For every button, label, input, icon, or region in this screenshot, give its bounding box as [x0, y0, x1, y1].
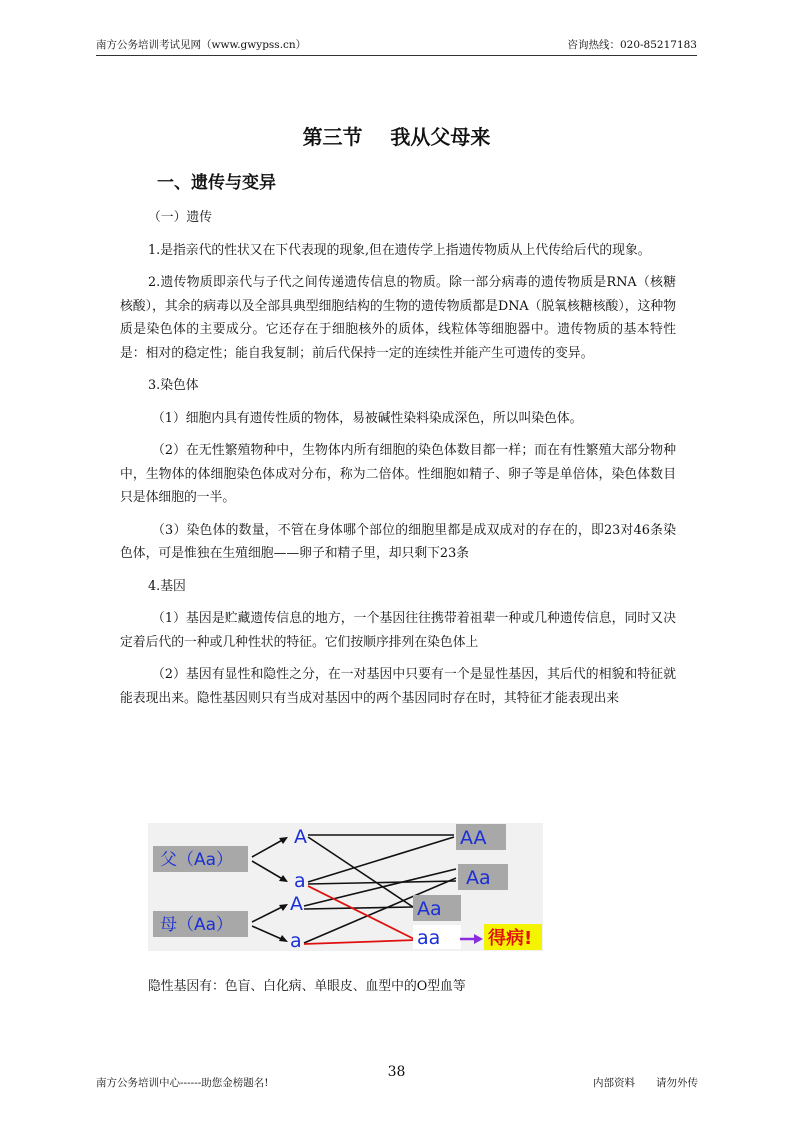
mother-allele-recessive: a: [290, 930, 302, 951]
recessive-gene-note: 隐性基因有：色盲、白化病、单眼皮、血型中的O型血等: [148, 979, 466, 994]
offspring-AA: AA: [460, 827, 487, 849]
father-arrow-lower: [252, 861, 286, 881]
page-number: 38: [387, 1064, 406, 1080]
result-arrowhead: [474, 934, 483, 944]
header-divider: [96, 55, 697, 56]
arrowhead: [279, 935, 288, 942]
paragraph: （1）细胞内具有遗传性质的物体，易被碱性染料染成深色，所以叫染色体。: [152, 410, 583, 426]
footer-slogan: 南方公务培训中心------助您金榜题名!: [96, 1077, 269, 1089]
offspring-Aa-2: Aa: [417, 898, 442, 920]
father-label: 父（Aa）: [160, 850, 234, 870]
body-text: [120, 206, 676, 719]
result-label: 得病!: [488, 928, 533, 949]
paragraph: （2）基因有显性和隐性之分，在一对基因中只要有一个是显性基因，其后代的相貌和特征就能表现出来。隐性基因则只有当成对基因中的两个基因同时存在时，其特征才能表现出来: [120, 667, 676, 706]
cross-line: [304, 907, 413, 909]
paragraph: （3）染色体的数量，不管在身体哪个部位的细胞里都是成双成对的存在的，即23对46条染色体，可是惟独在生殖细胞——卵子和精子里，却只剩下23条: [120, 522, 676, 561]
paragraph: （一）遗传: [148, 210, 212, 225]
paragraph: 3.染色体: [148, 378, 199, 393]
offspring-aa: aa: [417, 927, 441, 949]
father-allele-recessive: a: [294, 870, 306, 892]
cross-line: [308, 837, 413, 907]
header-site-name: 南方公务培训考试见网（www.gwypss.cn）: [96, 39, 307, 51]
recessive-cross-line: [308, 886, 416, 940]
page-title: 第三节 我从父母来: [302, 125, 491, 149]
paragraph: （2）在无性繁殖物种中，生物体内所有细胞的染色体数目都一样；而在有性繁殖大部分物种中，生物体的体细胞染色体成对分布，称为二倍体。性细胞如精子、卵子等是单倍体，染色体数目只是体细胞的一半。: [120, 443, 676, 505]
recessive-cross-line: [304, 940, 416, 944]
header-hotline: 咨询热线：020-85217183: [567, 39, 697, 51]
section-heading: 一、遗传与变异: [157, 173, 276, 193]
inheritance-diagram-svg: [148, 823, 543, 951]
paragraph: 4.基因: [148, 578, 186, 594]
paragraph: （1）基因是贮藏遗传信息的地方，一个基因往往携带着祖辈一种或几种遗传信息，同时又决定着后代的一种或几种性状的特征。它们按顺序排列在染色体上: [120, 611, 676, 650]
offspring-Aa-1: Aa: [466, 867, 491, 889]
cross-line: [308, 881, 456, 884]
paragraph: 2.遗传物质即亲代与子代之间传递遗传信息的物质。除一部分病毒的遗传物质是RNA（核糖核酸），其余的病毒以及全部具典型细胞结构的生物的遗传物质都是DNA（脱氧核糖核酸），这种物质是染色体的主要成分。它还存在于细胞核外的质体，线粒体等细胞器中。遗传物质的基本特性是：相对的稳定性；能自我复制；前后代保持一定的连续性并能产生可遗传的变异。: [120, 275, 676, 361]
mother-allele-dominant: A: [290, 893, 303, 915]
footer-internal: 内部资料: [593, 1077, 635, 1089]
inheritance-diagram: [148, 823, 543, 951]
father-allele-dominant: A: [294, 826, 307, 848]
paragraph: 1.是指亲代的性状又在下代表现的现象,但在遗传学上指遗传物质从上代传给后代的现象。: [148, 242, 651, 258]
footer-no-distribution: 请勿外传: [656, 1077, 698, 1089]
mother-label: 母（Aa）: [160, 915, 234, 935]
